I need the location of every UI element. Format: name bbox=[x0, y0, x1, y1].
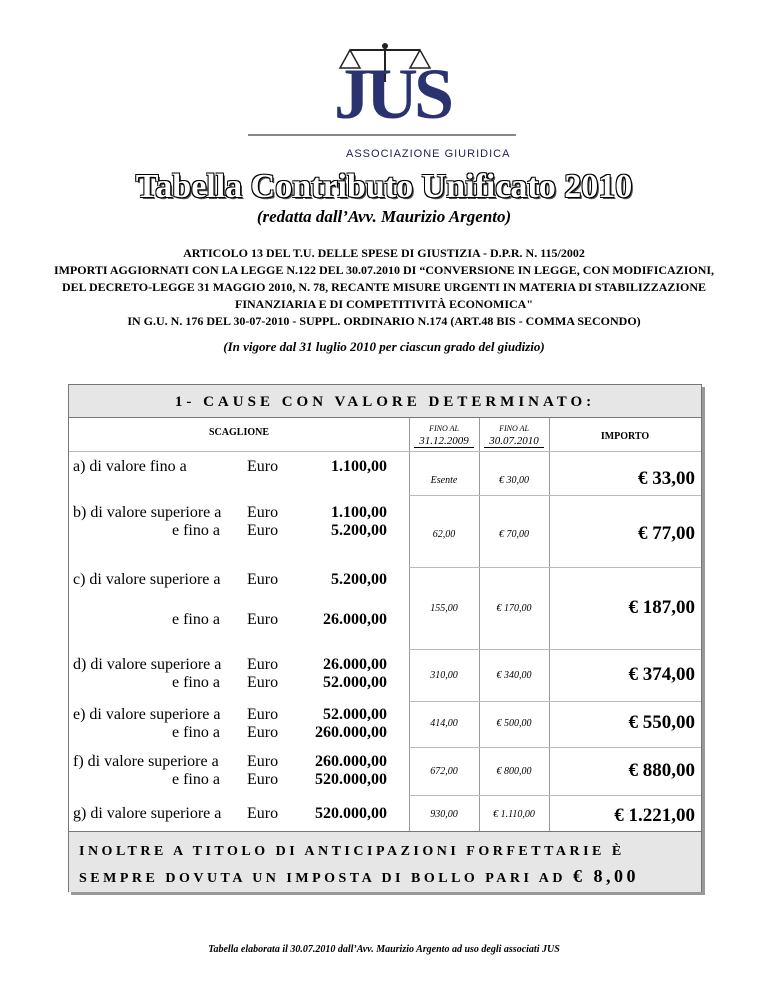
row-amount: 52.000,00 bbox=[323, 674, 387, 691]
row-importo: € 880,00 bbox=[628, 760, 695, 781]
row-value-2009: Esente bbox=[430, 475, 458, 486]
row-value-2010: € 500,00 bbox=[496, 718, 532, 729]
row-currency: Euro bbox=[247, 458, 279, 475]
col-header-importo: IMPORTO bbox=[600, 431, 650, 442]
row-divider bbox=[409, 495, 701, 496]
row-amount: 520.000,00 bbox=[315, 771, 387, 788]
row-currency: Euro bbox=[247, 504, 279, 521]
row-currency: Euro bbox=[247, 805, 279, 822]
row-amount: 260.000,00 bbox=[315, 724, 387, 741]
row-amount: 26.000,00 bbox=[323, 656, 387, 673]
row-amount: 52.000,00 bbox=[323, 706, 387, 723]
row-value-2009: 930,00 bbox=[430, 809, 458, 820]
row-label: e fino a bbox=[172, 611, 220, 628]
row-currency: Euro bbox=[247, 674, 279, 691]
row-value-2010: € 1.110,00 bbox=[493, 809, 535, 820]
row-value-2010: € 70,00 bbox=[499, 529, 529, 540]
row-label: g) di valore superiore a bbox=[73, 805, 222, 822]
row-value-2010: € 800,00 bbox=[496, 766, 532, 777]
header-line-2: IMPORTI AGGIORNATI CON LA LEGGE N.122 DEL 30.07.2010 DI “CONVERSIONE IN LEGGE, CON MODIFICAZIONI, bbox=[53, 263, 715, 277]
row-value-2010: € 30,00 bbox=[499, 475, 529, 486]
row-value-2010: € 340,00 bbox=[496, 670, 532, 681]
col-header-2009-top: FINO AL bbox=[429, 424, 459, 433]
row-amount: 520.000,00 bbox=[315, 805, 387, 822]
header-line-3: DEL DECRETO-LEGGE 31 MAGGIO 2010, N. 78, RECANTE MISURE URGENTI IN MATERIA DI STABILIZZAZIONE bbox=[61, 280, 707, 294]
row-importo: € 1.221,00 bbox=[614, 805, 695, 826]
row-amount: 1.100,00 bbox=[331, 504, 387, 521]
in-force-note: (In vigore dal 31 luglio 2010 per ciascun grado del giudizio) bbox=[223, 339, 545, 354]
col-header-2010-date: 30.07.2010 bbox=[484, 435, 544, 448]
row-currency: Euro bbox=[247, 656, 279, 673]
logo-rule bbox=[248, 134, 516, 136]
footer-note: Tabella elaborata il 30.07.2010 dall’Avv. Maurizio Argento ad uso degli associati JUS bbox=[208, 944, 560, 955]
header-line-1: ARTICOLO 13 DEL T.U. DELLE SPESE DI GIUSTIZIA - D.P.R. N. 115/2002 bbox=[183, 246, 585, 260]
row-value-2009: 62,00 bbox=[432, 529, 456, 540]
row-label: b) di valore superiore a bbox=[73, 504, 222, 521]
row-value-2009: 414,00 bbox=[430, 718, 458, 729]
row-importo: € 77,00 bbox=[638, 523, 695, 544]
header-line-4: FINANZIARIA E DI COMPETITIVITÀ ECONOMICA" bbox=[234, 297, 534, 311]
row-amount: 260.000,00 bbox=[315, 753, 387, 770]
row-label: a) di valore fino a bbox=[73, 458, 187, 475]
row-importo: € 33,00 bbox=[638, 468, 695, 489]
row-currency: Euro bbox=[247, 771, 279, 788]
row-label: e fino a bbox=[172, 674, 220, 691]
row-label: e fino a bbox=[172, 771, 220, 788]
notice-line-1: INOLTRE A TITOLO DI ANTICIPAZIONI FORFETTARIE È bbox=[79, 844, 625, 859]
row-importo: € 187,00 bbox=[628, 597, 695, 618]
col-header-2009 bbox=[414, 423, 474, 448]
page-title: Tabella Contributo Unificato 2010 bbox=[135, 168, 633, 205]
row-importo: € 550,00 bbox=[628, 712, 695, 733]
row-label: f) di valore superiore a bbox=[73, 753, 219, 770]
row-value-2009: 310,00 bbox=[430, 670, 458, 681]
row-amount: 26.000,00 bbox=[323, 611, 387, 628]
row-amount: 5.200,00 bbox=[331, 571, 387, 588]
row-label: c) di valore superiore a bbox=[73, 571, 221, 588]
header-line-5: IN G.U. N. 176 DEL 30-07-2010 - SUPPL. ORDINARIO N.174 (ART.48 BIS - COMMA SECONDO) bbox=[127, 314, 641, 328]
row-currency: Euro bbox=[247, 611, 279, 628]
row-label: e fino a bbox=[172, 724, 220, 741]
col-header-2010 bbox=[484, 423, 544, 448]
row-label: e) di valore superiore a bbox=[73, 706, 221, 723]
author-line: (redatta dall’Avv. Maurizio Argento) bbox=[256, 207, 512, 226]
row-currency: Euro bbox=[247, 753, 279, 770]
col-divider bbox=[549, 418, 550, 831]
stamp-duty-notice bbox=[69, 831, 701, 892]
section-title: 1- CAUSE CON VALORE DETERMINATO: bbox=[69, 385, 701, 418]
col-header-2009-date: 31.12.2009 bbox=[414, 435, 474, 448]
col-header-scaglione: SCAGLIONE bbox=[208, 427, 269, 438]
fee-table bbox=[68, 384, 702, 892]
notice-line-2 bbox=[79, 866, 639, 887]
logo-letters: JUS bbox=[334, 54, 451, 134]
row-divider bbox=[409, 795, 701, 796]
notice-amount: € 8,00 bbox=[572, 866, 639, 886]
row-value-2009: 672,00 bbox=[430, 766, 458, 777]
row-divider bbox=[409, 747, 701, 748]
row-currency: Euro bbox=[247, 522, 279, 539]
logo-subtitle: ASSOCIAZIONE GIURIDICA bbox=[346, 148, 511, 160]
row-currency: Euro bbox=[247, 706, 279, 723]
row-importo: € 374,00 bbox=[628, 664, 695, 685]
row-currency: Euro bbox=[247, 571, 279, 588]
row-value-2009: 155,00 bbox=[430, 603, 458, 614]
notice-line-2-text: SEMPRE DOVUTA UN IMPOSTA DI BOLLO PARI AD bbox=[79, 871, 566, 886]
row-divider bbox=[409, 567, 701, 568]
row-currency: Euro bbox=[247, 724, 279, 741]
row-label: e fino a bbox=[172, 522, 220, 539]
row-label: d) di valore superiore a bbox=[73, 656, 222, 673]
header-divider bbox=[69, 451, 701, 452]
row-divider bbox=[409, 649, 701, 650]
jus-logo bbox=[248, 42, 520, 162]
row-divider bbox=[409, 701, 701, 702]
row-amount: 1.100,00 bbox=[331, 458, 387, 475]
col-header-2010-top: FINO AL bbox=[499, 424, 529, 433]
row-value-2010: € 170,00 bbox=[496, 603, 532, 614]
row-amount: 5.200,00 bbox=[331, 522, 387, 539]
